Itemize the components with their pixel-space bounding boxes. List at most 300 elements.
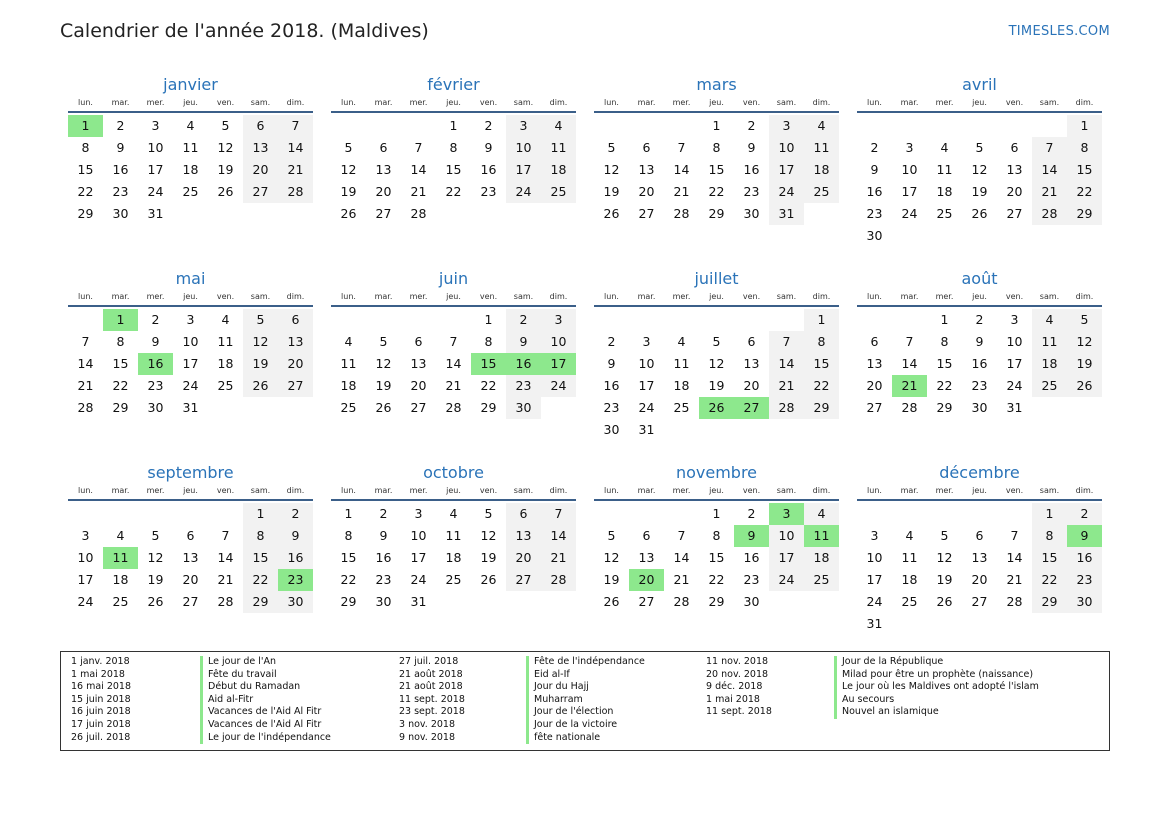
day-cell: 3 <box>905 140 914 155</box>
month-name: mars <box>696 75 737 94</box>
empty-cell <box>331 309 366 331</box>
legend-date: 1 janv. 2018 <box>71 656 130 667</box>
day-cell: 25 <box>901 594 918 609</box>
day-cell: 5 <box>151 528 160 543</box>
day-cell: 6 <box>642 140 651 155</box>
day-cell: 30 <box>971 400 988 415</box>
empty-cell <box>401 309 436 331</box>
day-cell: 4 <box>677 334 686 349</box>
day-cell: 27 <box>410 400 427 415</box>
day-cell: 20 <box>638 184 655 199</box>
day-cell: 9 <box>116 140 125 155</box>
month-name: février <box>427 75 480 94</box>
day-cell: 1 <box>1032 503 1067 525</box>
day-cell: 13 <box>243 137 278 159</box>
day-cell: 3 <box>151 118 160 133</box>
day-cell: 7 <box>278 115 313 137</box>
day-cell: 12 <box>480 528 497 543</box>
weekday-label: dim. <box>549 292 568 301</box>
day-cell: 25 <box>673 400 690 415</box>
day-cell: 5 <box>607 528 616 543</box>
day-cell: 12 <box>603 550 620 565</box>
day-cell: 24 <box>901 206 918 221</box>
legend-holiday-name: Jour du Hajj <box>534 681 589 693</box>
day-cell: 22 <box>708 572 725 587</box>
empty-cell <box>629 309 664 331</box>
day-cell: 12 <box>340 162 357 177</box>
day-cell: 19 <box>147 572 164 587</box>
day-cell: 23 <box>112 184 129 199</box>
day-cell: 25 <box>804 569 839 591</box>
day-cell: 24 <box>506 181 541 203</box>
month-5 <box>331 268 576 449</box>
holiday-legend <box>60 651 1110 751</box>
day-cell: 23 <box>147 378 164 393</box>
day-cell: 5 <box>484 506 493 521</box>
day-cell: 11 <box>217 334 234 349</box>
day-cell: 13 <box>743 356 760 371</box>
holiday-day: 1 <box>68 115 103 137</box>
day-cell: 28 <box>673 594 690 609</box>
day-cell: 1 <box>484 312 493 327</box>
day-cell: 19 <box>603 572 620 587</box>
day-cell: 23 <box>866 206 883 221</box>
day-cell: 22 <box>1067 181 1102 203</box>
weekday-label: dim. <box>549 98 568 107</box>
day-cell: 13 <box>1006 162 1023 177</box>
day-cell: 2 <box>484 118 493 133</box>
weekday-label: ven. <box>479 292 498 301</box>
day-cell: 23 <box>971 378 988 393</box>
brand-link[interactable]: TIMESLES.COM <box>1008 24 1110 39</box>
day-cell: 18 <box>217 356 234 371</box>
day-cell: 4 <box>804 115 839 137</box>
day-cell: 31 <box>638 422 655 437</box>
weekday-label: mar. <box>900 98 919 107</box>
weekday-label: sam. <box>776 486 797 495</box>
weekday-label: mar. <box>111 98 130 107</box>
day-cell: 7 <box>414 140 423 155</box>
day-cell: 26 <box>217 184 234 199</box>
day-cell: 23 <box>506 375 541 397</box>
day-cell: 26 <box>936 594 953 609</box>
month-0 <box>68 74 313 255</box>
day-cell: 6 <box>278 309 313 331</box>
legend-date: 3 nov. 2018 <box>399 718 455 730</box>
day-cell: 12 <box>936 550 953 565</box>
day-cell: 13 <box>375 162 392 177</box>
day-cell: 29 <box>708 206 725 221</box>
day-cell: 17 <box>410 550 427 565</box>
legend-date: 1 mai 2018 <box>71 668 125 680</box>
holiday-day: 15 <box>471 353 506 375</box>
day-cell: 4 <box>116 528 125 543</box>
day-cell: 8 <box>1032 525 1067 547</box>
day-cell: 28 <box>445 400 462 415</box>
day-cell: 3 <box>506 115 541 137</box>
day-cell: 22 <box>112 378 129 393</box>
day-cell: 6 <box>379 140 388 155</box>
day-cell: 11 <box>901 550 918 565</box>
day-cell: 20 <box>243 159 278 181</box>
day-cell: 21 <box>1032 181 1067 203</box>
day-cell: 10 <box>147 140 164 155</box>
day-cell: 21 <box>410 184 427 199</box>
day-cell: 21 <box>541 547 576 569</box>
day-cell: 23 <box>743 184 760 199</box>
day-cell: 4 <box>344 334 353 349</box>
day-cell: 1 <box>712 506 721 521</box>
day-grid <box>331 309 576 419</box>
empty-cell <box>401 115 436 137</box>
day-cell: 16 <box>375 550 392 565</box>
weekday-label: mar. <box>900 292 919 301</box>
weekday-label: ven. <box>1005 486 1024 495</box>
day-cell: 23 <box>1067 569 1102 591</box>
empty-cell <box>366 309 401 331</box>
holiday-day: 23 <box>278 569 313 591</box>
day-cell: 26 <box>340 206 357 221</box>
day-cell: 29 <box>77 206 94 221</box>
legend-date: 21 août 2018 <box>399 668 463 680</box>
weekday-label: lun. <box>341 486 356 495</box>
day-cell: 21 <box>217 572 234 587</box>
empty-cell <box>68 503 103 525</box>
day-cell: 20 <box>375 184 392 199</box>
day-cell: 15 <box>243 547 278 569</box>
day-cell: 10 <box>77 550 94 565</box>
weekday-label: jeu. <box>709 486 724 495</box>
day-cell: 1 <box>804 309 839 331</box>
empty-cell <box>997 115 1032 137</box>
month-row <box>68 462 1102 643</box>
weekday-label: mar. <box>374 486 393 495</box>
empty-cell <box>629 115 664 137</box>
day-cell: 27 <box>278 375 313 397</box>
legend-date: 15 juin 2018 <box>71 693 131 705</box>
day-cell: 10 <box>866 550 883 565</box>
legend-holiday-name: Vacances de l'Aid Al Fitr <box>208 718 322 730</box>
day-cell: 24 <box>1006 378 1023 393</box>
day-cell: 30 <box>1067 591 1102 613</box>
legend-date: 16 juin 2018 <box>71 706 131 718</box>
day-cell: 28 <box>77 400 94 415</box>
day-cell: 12 <box>147 550 164 565</box>
day-cell: 7 <box>541 503 576 525</box>
day-cell: 27 <box>182 594 199 609</box>
day-grid <box>331 115 576 225</box>
day-cell: 19 <box>936 572 953 587</box>
day-cell: 16 <box>112 162 129 177</box>
legend-date: 11 sept. 2018 <box>706 706 772 718</box>
day-grid <box>594 309 839 441</box>
day-cell: 8 <box>804 331 839 353</box>
empty-cell <box>436 309 471 331</box>
day-cell: 22 <box>480 378 497 393</box>
calendar-grid <box>68 74 1102 656</box>
day-cell: 3 <box>414 506 423 521</box>
day-cell: 18 <box>936 184 953 199</box>
empty-cell <box>927 115 962 137</box>
holiday-day: 9 <box>1067 525 1102 547</box>
day-cell: 31 <box>769 203 804 225</box>
weekday-label: sam. <box>513 292 534 301</box>
day-cell: 14 <box>445 356 462 371</box>
month-10 <box>594 462 839 643</box>
weekday-label: mer. <box>409 486 428 495</box>
empty-cell <box>664 115 699 137</box>
day-cell: 27 <box>375 206 392 221</box>
legend-holiday-name: Le jour de l'An <box>208 656 277 667</box>
weekday-label: mer. <box>146 98 165 107</box>
day-cell: 26 <box>603 594 620 609</box>
weekday-label: jeu. <box>446 98 461 107</box>
day-cell: 15 <box>1032 547 1067 569</box>
day-cell: 15 <box>804 353 839 375</box>
weekday-label: lun. <box>604 486 619 495</box>
day-cell: 25 <box>804 181 839 203</box>
legend-holiday-name: Jour de la République <box>842 656 944 667</box>
empty-cell <box>366 115 401 137</box>
legend-holiday-name: Muharram <box>534 693 583 705</box>
day-cell: 7 <box>1010 528 1019 543</box>
day-cell: 3 <box>81 528 90 543</box>
day-cell: 7 <box>905 334 914 349</box>
day-cell: 22 <box>1032 569 1067 591</box>
day-cell: 31 <box>410 594 427 609</box>
month-9 <box>331 462 576 643</box>
day-cell: 24 <box>769 181 804 203</box>
weekday-label: mar. <box>111 486 130 495</box>
day-cell: 25 <box>1032 375 1067 397</box>
day-cell: 6 <box>414 334 423 349</box>
weekday-label: lun. <box>341 292 356 301</box>
day-cell: 10 <box>410 528 427 543</box>
weekday-label: jeu. <box>709 292 724 301</box>
day-cell: 27 <box>866 400 883 415</box>
weekday-label: ven. <box>216 292 235 301</box>
day-cell: 27 <box>638 206 655 221</box>
day-cell: 4 <box>804 503 839 525</box>
day-cell: 26 <box>603 206 620 221</box>
weekday-label: mar. <box>637 292 656 301</box>
holiday-day: 11 <box>804 525 839 547</box>
legend-holiday-name: Fête du travail <box>208 668 277 680</box>
weekday-label: dim. <box>286 292 305 301</box>
day-cell: 14 <box>541 525 576 547</box>
weekday-label: mer. <box>409 292 428 301</box>
day-cell: 18 <box>340 378 357 393</box>
day-cell: 14 <box>901 356 918 371</box>
day-cell: 30 <box>866 228 883 243</box>
day-cell: 18 <box>112 572 129 587</box>
legend-holiday-name: Aid al-Fitr <box>208 693 254 705</box>
weekday-label: sam. <box>1039 486 1060 495</box>
day-cell: 7 <box>677 528 686 543</box>
day-cell: 18 <box>804 547 839 569</box>
day-cell: 4 <box>186 118 195 133</box>
day-cell: 23 <box>743 572 760 587</box>
weekday-label: dim. <box>286 98 305 107</box>
legend-holiday-name: Fête de l'indépendance <box>534 656 645 667</box>
day-cell: 30 <box>603 422 620 437</box>
day-cell: 29 <box>708 594 725 609</box>
day-cell: 2 <box>607 334 616 349</box>
day-grid <box>857 309 1102 419</box>
weekday-label: ven. <box>742 98 761 107</box>
day-cell: 29 <box>1032 591 1067 613</box>
weekday-header <box>857 484 1102 501</box>
weekday-header <box>594 484 839 501</box>
day-grid <box>68 115 313 225</box>
weekday-label: sam. <box>1039 292 1060 301</box>
empty-cell <box>734 309 769 331</box>
holiday-day: 3 <box>769 503 804 525</box>
day-cell: 7 <box>81 334 90 349</box>
day-cell: 20 <box>278 353 313 375</box>
empty-cell <box>857 115 892 137</box>
day-cell: 21 <box>445 378 462 393</box>
day-cell: 19 <box>243 353 278 375</box>
day-cell: 30 <box>743 206 760 221</box>
weekday-label: sam. <box>250 292 271 301</box>
day-cell: 15 <box>340 550 357 565</box>
day-cell: 19 <box>340 184 357 199</box>
empty-cell <box>699 309 734 331</box>
day-cell: 17 <box>1006 356 1023 371</box>
weekday-label: mar. <box>374 98 393 107</box>
day-cell: 30 <box>375 594 392 609</box>
weekday-label: ven. <box>1005 98 1024 107</box>
day-cell: 12 <box>217 140 234 155</box>
day-cell: 18 <box>1032 353 1067 375</box>
day-cell: 3 <box>769 115 804 137</box>
weekday-label: dim. <box>1075 486 1094 495</box>
weekday-label: mer. <box>672 292 691 301</box>
month-name: juin <box>438 269 469 288</box>
weekday-label: lun. <box>604 98 619 107</box>
day-cell: 20 <box>182 572 199 587</box>
day-cell: 23 <box>603 400 620 415</box>
legend-date: 27 juil. 2018 <box>399 656 459 667</box>
legend-holiday-name: Jour de l'élection <box>534 706 614 718</box>
legend-date: 11 nov. 2018 <box>706 656 769 667</box>
day-cell: 23 <box>480 184 497 199</box>
day-cell: 12 <box>603 162 620 177</box>
day-cell: 14 <box>410 162 427 177</box>
day-cell: 16 <box>480 162 497 177</box>
day-cell: 12 <box>1067 331 1102 353</box>
day-cell: 8 <box>940 334 949 349</box>
day-cell: 30 <box>743 594 760 609</box>
weekday-label: dim. <box>1075 98 1094 107</box>
day-cell: 9 <box>151 334 160 349</box>
day-cell: 14 <box>673 162 690 177</box>
weekday-label: dim. <box>549 486 568 495</box>
day-cell: 29 <box>340 594 357 609</box>
day-cell: 6 <box>870 334 879 349</box>
day-cell: 8 <box>81 140 90 155</box>
day-cell: 14 <box>278 137 313 159</box>
day-cell: 22 <box>708 184 725 199</box>
legend-holiday-name: Jour de la victoire <box>534 718 618 730</box>
day-grid <box>68 503 313 613</box>
day-cell: 19 <box>708 378 725 393</box>
empty-cell <box>138 503 173 525</box>
day-cell: 3 <box>541 309 576 331</box>
legend-holiday-name: Le jour de l'indépendance <box>208 731 331 743</box>
legend-date: 20 nov. 2018 <box>706 668 769 680</box>
day-cell: 11 <box>445 528 462 543</box>
day-cell: 19 <box>1067 353 1102 375</box>
weekday-label: dim. <box>286 486 305 495</box>
weekday-label: sam. <box>250 486 271 495</box>
day-grid <box>594 115 839 225</box>
day-cell: 4 <box>940 140 949 155</box>
day-cell: 17 <box>506 159 541 181</box>
day-cell: 27 <box>506 569 541 591</box>
empty-cell <box>892 503 927 525</box>
weekday-label: mer. <box>935 486 954 495</box>
empty-cell <box>331 115 366 137</box>
day-cell: 13 <box>182 550 199 565</box>
weekday-header <box>594 96 839 113</box>
weekday-label: jeu. <box>972 292 987 301</box>
day-cell: 17 <box>769 547 804 569</box>
month-3 <box>857 74 1102 255</box>
day-cell: 3 <box>1010 312 1019 327</box>
legend-date: 21 août 2018 <box>399 681 463 693</box>
legend-holiday-name: Milad pour être un prophète (naissance) <box>842 668 1034 680</box>
empty-cell <box>769 309 804 331</box>
holiday-day: 21 <box>892 375 927 397</box>
day-cell: 21 <box>1006 572 1023 587</box>
empty-cell <box>962 503 997 525</box>
holiday-day: 26 <box>699 397 734 419</box>
day-cell: 28 <box>217 594 234 609</box>
weekday-label: dim. <box>812 292 831 301</box>
month-1 <box>331 74 576 255</box>
day-cell: 2 <box>278 503 313 525</box>
weekday-label: sam. <box>513 486 534 495</box>
legend-holiday-name: Le jour où les Maldives ont adopté l'islam <box>842 681 1039 693</box>
day-cell: 2 <box>870 140 879 155</box>
day-cell: 6 <box>747 334 756 349</box>
day-cell: 5 <box>1067 309 1102 331</box>
weekday-label: mar. <box>900 486 919 495</box>
weekday-label: lun. <box>78 486 93 495</box>
day-cell: 25 <box>936 206 953 221</box>
day-cell: 20 <box>866 378 883 393</box>
day-cell: 29 <box>112 400 129 415</box>
holiday-day: 17 <box>541 353 576 375</box>
day-cell: 16 <box>866 184 883 199</box>
legend-dates-col <box>399 656 465 744</box>
weekday-label: jeu. <box>446 486 461 495</box>
day-cell: 21 <box>77 378 94 393</box>
day-cell: 22 <box>77 184 94 199</box>
weekday-label: mar. <box>111 292 130 301</box>
day-cell: 13 <box>638 162 655 177</box>
day-cell: 29 <box>243 591 278 613</box>
month-4 <box>68 268 313 449</box>
day-cell: 29 <box>1067 203 1102 225</box>
empty-cell <box>997 503 1032 525</box>
day-cell: 19 <box>603 184 620 199</box>
day-cell: 4 <box>449 506 458 521</box>
day-cell: 12 <box>375 356 392 371</box>
holiday-day: 16 <box>506 353 541 375</box>
